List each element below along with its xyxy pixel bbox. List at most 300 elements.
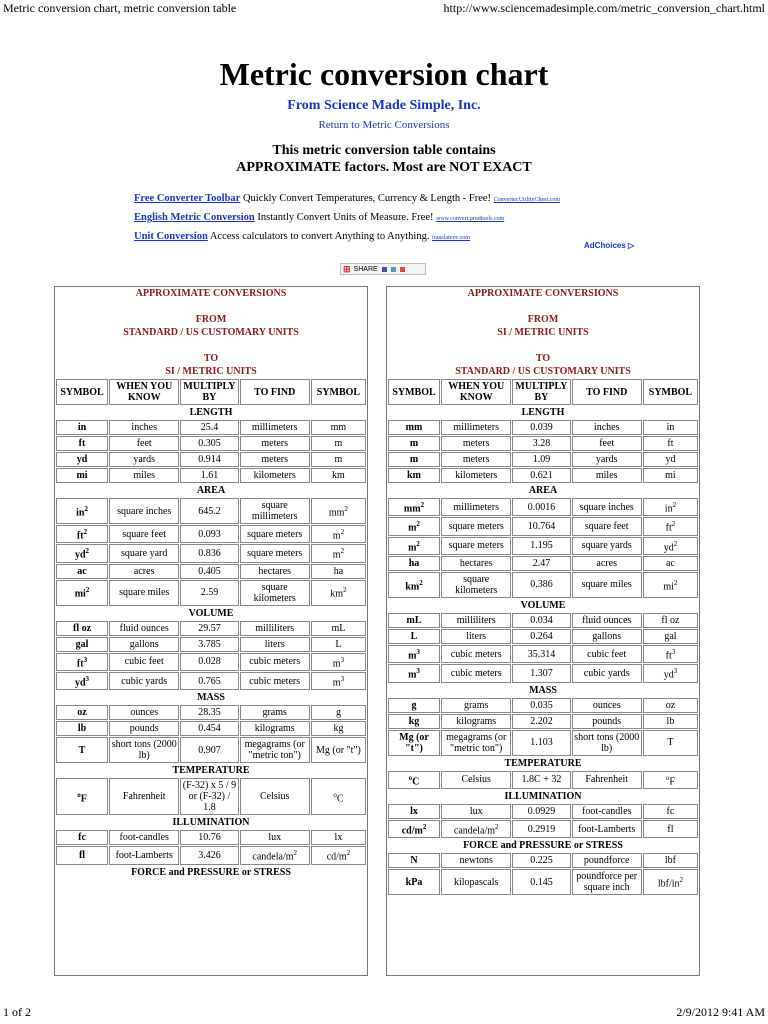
table-cell: [180, 436, 238, 451]
section-title: AREA: [528, 485, 558, 496]
table-cell: [388, 771, 440, 789]
cell-text: square feet: [584, 520, 629, 532]
cell-text: gallons: [592, 630, 622, 642]
table-cell: [441, 498, 511, 516]
table-cell: [643, 869, 698, 895]
left-conversion-panel: [54, 286, 368, 976]
table-row: [56, 721, 366, 736]
cell-text: 35.314: [527, 648, 556, 660]
cell-text: square meters: [247, 547, 303, 559]
cell-text: square meters: [448, 520, 504, 532]
cell-text: 0.621: [530, 470, 553, 481]
cell-text: ft: [665, 522, 672, 534]
table-cell: [240, 637, 310, 652]
panel-heading-line: FROM: [527, 314, 559, 325]
cell-text: inches: [593, 422, 620, 433]
table-cell: [56, 737, 108, 763]
table-row: [56, 468, 366, 483]
table-cell: [388, 804, 440, 819]
table-cell: [56, 846, 108, 864]
table-cell: [56, 498, 108, 524]
panel-heading-line: [387, 300, 699, 313]
cell-text: m: [408, 541, 417, 553]
exponent: 2: [416, 520, 420, 529]
cell-text: T: [667, 737, 674, 749]
exponent: 2: [344, 504, 348, 513]
cell-text: yd: [74, 549, 86, 561]
cell-text: m: [332, 657, 341, 669]
table-cell: [512, 517, 570, 535]
table-row: [56, 653, 366, 671]
table-row: [56, 621, 366, 636]
table-cell: [311, 452, 366, 467]
table-cell: [441, 804, 511, 819]
table-cell: [643, 468, 698, 483]
cell-text: Mg (or "t"): [399, 731, 429, 754]
intro-line-2: APPROXIMATE factors. Most are NOT EXACT: [236, 160, 532, 175]
cell-text: short tons (2000 lb): [574, 731, 640, 754]
exponent: 2: [293, 849, 297, 858]
table-row: [56, 737, 366, 763]
table-row: [388, 517, 698, 535]
cell-text: 1.8C + 32: [521, 774, 562, 786]
table-cell: [240, 420, 310, 435]
ad-source[interactable]: www.convert.prodtools.com: [436, 216, 505, 222]
table-cell: [180, 705, 238, 720]
cell-text: liters: [466, 630, 487, 642]
cell-text: foot-candles: [581, 805, 632, 817]
cell-text: 10.764: [527, 520, 556, 532]
cell-text: fluid ounces: [119, 622, 169, 634]
table-cell: [109, 846, 179, 864]
panel-heading-line: APPROXIMATE CONVERSIONS: [135, 288, 287, 299]
cell-text: kilograms: [456, 715, 497, 727]
table-row: [388, 698, 698, 713]
footer-date: 2/9/2012 9:41 AM: [676, 1005, 765, 1019]
section-row: [56, 484, 366, 497]
table-cell: [56, 452, 108, 467]
table-cell: [388, 572, 440, 598]
table-cell: [109, 564, 179, 579]
column-header-row: [388, 379, 698, 405]
table-cell: [643, 537, 698, 555]
cell-text: 1.307: [530, 667, 553, 679]
cell-text: lux: [469, 805, 483, 817]
cell-text: g: [411, 699, 417, 711]
table-cell: [572, 498, 642, 516]
table-cell: [643, 613, 698, 628]
cell-text: square meters: [247, 528, 303, 540]
table-cell: [572, 714, 642, 729]
table-cell: [512, 498, 570, 516]
cell-text: mi: [665, 470, 676, 481]
table-cell: [643, 771, 698, 789]
panel-heading: [55, 287, 367, 378]
table-row: [56, 498, 366, 524]
facebook-icon: [382, 267, 387, 272]
ad-block: [134, 190, 560, 247]
cell-text: m: [332, 549, 341, 561]
table-row: [388, 804, 698, 819]
ad-item: English Metric Conversion Instantly Convert Units of Measure. Free! www.convert.prodtools.com: [134, 212, 505, 223]
cell-text: square meters: [448, 540, 504, 552]
table-cell: [240, 721, 310, 736]
table-cell: [180, 525, 238, 543]
table-cell: [109, 721, 179, 736]
cell-text: F: [80, 792, 87, 804]
column-header: TO FIND: [240, 379, 310, 405]
header-url: http://www.sciencemadesimple.com/metric_conversion_chart.html: [443, 1, 765, 15]
table-cell: [109, 436, 179, 451]
cell-text: square inches: [579, 501, 634, 513]
table-row: [388, 820, 698, 838]
table-cell: [441, 853, 511, 868]
cell-text: newtons: [459, 855, 493, 867]
cell-text: mi: [663, 581, 674, 593]
table-cell: [180, 830, 238, 845]
table-cell: [56, 830, 108, 845]
table-cell: [109, 778, 179, 815]
table-cell: [441, 664, 511, 682]
table-cell: [109, 525, 179, 543]
cell-text: ft: [76, 530, 84, 542]
table-cell: [643, 556, 698, 571]
panel-heading-line: TO: [535, 353, 551, 364]
cell-text: 3.28: [532, 438, 551, 449]
cell-text: mm: [403, 503, 421, 515]
table-cell: [56, 544, 108, 562]
panel-heading-line: FROM: [195, 314, 227, 325]
publisher-link[interactable]: From Science Made Simple, Inc.: [287, 98, 481, 113]
cell-text: fc: [78, 832, 86, 844]
table-cell: [572, 537, 642, 555]
cell-text: yards: [133, 454, 156, 465]
exponent: 2: [85, 547, 90, 556]
table-row: [56, 672, 366, 690]
exponent: 3: [416, 647, 420, 656]
table-row: [388, 613, 698, 628]
exponent: 2: [420, 501, 425, 509]
cell-text: C: [412, 775, 420, 787]
table-cell: [388, 517, 440, 535]
table-cell: [388, 436, 440, 451]
section-row: [56, 691, 366, 704]
table-cell: [180, 564, 238, 579]
cell-text: square yard: [121, 547, 168, 559]
ad-source[interactable]: Converter.UtilityChest.com: [493, 197, 560, 203]
cell-text: lb: [77, 723, 87, 735]
table-cell: [311, 653, 366, 671]
cell-text: hectares: [459, 557, 493, 569]
cell-text: kilometers: [455, 470, 498, 481]
table-cell: [240, 737, 310, 763]
right-conversion-panel: [386, 286, 700, 976]
table-cell: [512, 714, 570, 729]
table-cell: [441, 537, 511, 555]
exponent: 2: [343, 586, 347, 595]
cell-text: Celsius: [461, 774, 491, 786]
table-cell: [311, 778, 366, 815]
cell-text: 0.2919: [527, 823, 556, 835]
exponent: 2: [340, 528, 345, 536]
cell-text: T: [78, 744, 86, 756]
section-row: [388, 484, 698, 497]
table-row: [56, 544, 366, 562]
cell-text: 3.426: [198, 849, 221, 861]
table-cell: [512, 853, 570, 868]
table-row: [56, 778, 366, 815]
cell-text: 0.305: [198, 438, 221, 449]
table-cell: [572, 645, 642, 663]
cell-text: lb: [666, 715, 675, 727]
table-cell: [512, 869, 570, 895]
cell-text: fluid ounces: [582, 614, 632, 626]
cell-text: m: [408, 650, 417, 662]
cell-text: mm: [330, 422, 347, 433]
cell-text: acres: [596, 557, 617, 569]
plus-icon: ⊞: [343, 263, 351, 274]
table-cell: [572, 698, 642, 713]
return-link[interactable]: Return to Metric Conversions: [318, 119, 450, 131]
cell-text: square kilometers: [253, 581, 296, 604]
cell-text: foot-Lamberts: [578, 823, 636, 835]
panel-heading-line: TO: [203, 353, 219, 364]
cell-text: m: [408, 522, 417, 534]
exponent: 3: [671, 647, 676, 656]
table-cell: [572, 517, 642, 535]
cell-text: millimeters: [251, 422, 298, 433]
table-row: [56, 452, 366, 467]
cell-text: grams: [463, 699, 489, 711]
table-cell: [512, 645, 570, 663]
table-row: [388, 436, 698, 451]
table-cell: [643, 572, 698, 598]
cell-text: square feet: [122, 528, 166, 540]
table-cell: [643, 664, 698, 682]
cell-text: 0.0929: [527, 805, 556, 817]
cell-text: km: [405, 581, 420, 593]
cell-text: Mg (or "t"): [316, 744, 361, 756]
table-cell: [388, 853, 440, 868]
cell-text: 645.2: [198, 505, 221, 517]
exponent: 3: [340, 655, 345, 664]
print-footer: [3, 1005, 765, 1020]
section-row: [388, 757, 698, 770]
table-cell: [240, 498, 310, 524]
table-row: [56, 564, 366, 579]
table-cell: [311, 498, 366, 524]
ad-source[interactable]: translateye.com: [432, 235, 470, 241]
cell-text: square yards: [581, 540, 632, 552]
cell-text: cd/m: [326, 851, 347, 863]
cell-text: feet: [599, 438, 615, 449]
header-page-title: Metric conversion chart, metric conversion table: [3, 1, 237, 15]
cell-text: ac: [77, 565, 87, 577]
table-cell: [643, 853, 698, 868]
cell-text: 0.264: [530, 630, 553, 642]
table-cell: [572, 629, 642, 644]
table-cell: [56, 468, 108, 483]
cell-text: 0.093: [198, 528, 221, 540]
table-cell: [240, 544, 310, 562]
table-cell: [311, 705, 366, 720]
cell-text: ounces: [592, 699, 621, 711]
cell-text: 0.039: [530, 422, 553, 433]
section-title: ILLUMINATION: [172, 817, 250, 829]
ad-link[interactable]: Free Converter Toolbar: [134, 193, 241, 204]
table-cell: [240, 672, 310, 690]
table-row: [388, 537, 698, 555]
table-cell: [572, 452, 642, 467]
cell-text: candela/m: [252, 851, 294, 863]
cell-text: cubic yards: [583, 667, 630, 679]
cell-text: yards: [595, 454, 618, 465]
column-header: SYMBOL: [311, 379, 366, 405]
table-cell: [180, 621, 238, 636]
table-cell: [56, 580, 108, 606]
panel-heading-line: [387, 339, 699, 352]
table-cell: [572, 869, 642, 895]
cell-text: L: [335, 638, 342, 650]
adchoices-link[interactable]: AdChoices ▷: [584, 241, 635, 250]
cell-text: yd: [665, 454, 676, 465]
cell-text: 0.0016: [527, 501, 556, 513]
table-cell: [109, 705, 179, 720]
cell-text: liters: [264, 638, 285, 650]
cell-text: cubic yards: [121, 675, 168, 687]
table-cell: [512, 420, 570, 435]
table-cell: [643, 498, 698, 516]
cell-text: m: [409, 454, 419, 465]
cell-text: meters: [261, 438, 289, 449]
table-cell: [180, 498, 238, 524]
section-title: TEMPERATURE: [504, 757, 582, 769]
cell-text: meters: [462, 438, 490, 449]
table-cell: [572, 804, 642, 819]
cell-text: (F-32) x 5 / 9 or (F-32) / 1.8: [182, 780, 237, 814]
intro-text: [0, 142, 768, 176]
cell-text: in: [77, 422, 87, 433]
table-row: [388, 645, 698, 663]
ad-link[interactable]: Unit Conversion: [134, 231, 208, 242]
cell-text: 10.76: [198, 832, 221, 844]
cell-text: milliliters: [456, 614, 496, 626]
ad-link[interactable]: English Metric Conversion: [134, 212, 255, 223]
cell-text: 1.195: [530, 540, 553, 552]
table-cell: [572, 556, 642, 571]
cell-text: 0.914: [198, 454, 221, 465]
table-row: [56, 846, 366, 864]
table-cell: [572, 613, 642, 628]
cell-text: cubic meters: [450, 648, 502, 660]
table-cell: [388, 714, 440, 729]
table-row: [56, 830, 366, 845]
table-cell: [311, 420, 366, 435]
table-row: [388, 664, 698, 682]
cell-text: in: [76, 507, 85, 519]
table-cell: [180, 420, 238, 435]
cell-text: square miles: [581, 579, 632, 591]
section-title: VOLUME: [520, 599, 566, 611]
table-row: [388, 498, 698, 516]
cell-text: m: [409, 438, 419, 449]
cell-text: m: [332, 677, 341, 689]
table-cell: [388, 468, 440, 483]
section-title: AREA: [196, 485, 226, 496]
column-header: MULTIPLY BY: [512, 379, 570, 405]
cell-text: mL: [406, 614, 422, 626]
table-cell: [512, 664, 570, 682]
play-triangle-icon: ▷: [628, 241, 635, 250]
table-cell: [572, 572, 642, 598]
table-cell: [109, 452, 179, 467]
table-cell: [512, 537, 570, 555]
section-title: TEMPERATURE: [172, 765, 250, 777]
exponent: 3: [85, 674, 90, 683]
table-cell: [441, 420, 511, 435]
exponent: 2: [416, 539, 420, 548]
table-cell: [109, 637, 179, 652]
cell-text: kPa: [405, 876, 423, 888]
section-row: [56, 764, 366, 777]
table-cell: [240, 452, 310, 467]
cell-text: inches: [131, 422, 157, 433]
conversion-table: [55, 378, 367, 880]
table-cell: [240, 705, 310, 720]
cell-text: 1.61: [200, 470, 219, 481]
table-cell: [240, 653, 310, 671]
footer-page-number: 1 of 2: [3, 1005, 31, 1019]
table-cell: [643, 804, 698, 819]
exponent: 3: [416, 667, 420, 676]
table-cell: [240, 564, 310, 579]
table-cell: [643, 698, 698, 713]
table-cell: [643, 820, 698, 838]
table-cell: [441, 629, 511, 644]
cell-text: 28.35: [198, 707, 221, 719]
cell-text: poundforce: [583, 855, 630, 867]
table-cell: [240, 580, 310, 606]
table-cell: [512, 629, 570, 644]
column-header: TO FIND: [572, 379, 642, 405]
cell-text: miles: [133, 470, 156, 481]
section-title: MASS: [197, 692, 225, 704]
table-cell: [56, 564, 108, 579]
share-button[interactable]: ⊞ SHARE: [340, 263, 426, 275]
table-cell: [643, 730, 698, 756]
table-cell: [109, 544, 179, 562]
table-cell: [572, 771, 642, 789]
cell-text: ha: [408, 557, 420, 569]
table-cell: [441, 645, 511, 663]
table-cell: [643, 436, 698, 451]
table-cell: [311, 544, 366, 562]
cell-text: millimeters: [453, 422, 499, 433]
cell-text: L: [410, 630, 418, 642]
section-row: [388, 839, 698, 852]
cell-text: ha: [333, 565, 344, 577]
table-cell: [56, 621, 108, 636]
cell-text: 29.57: [198, 622, 221, 634]
exponent: 2: [340, 547, 345, 556]
table-cell: [388, 498, 440, 516]
column-header-row: [56, 379, 366, 405]
table-cell: [441, 556, 511, 571]
table-cell: [572, 468, 642, 483]
cell-text: square millimeters: [251, 500, 298, 522]
table-cell: [240, 846, 310, 864]
table-cell: [388, 452, 440, 467]
